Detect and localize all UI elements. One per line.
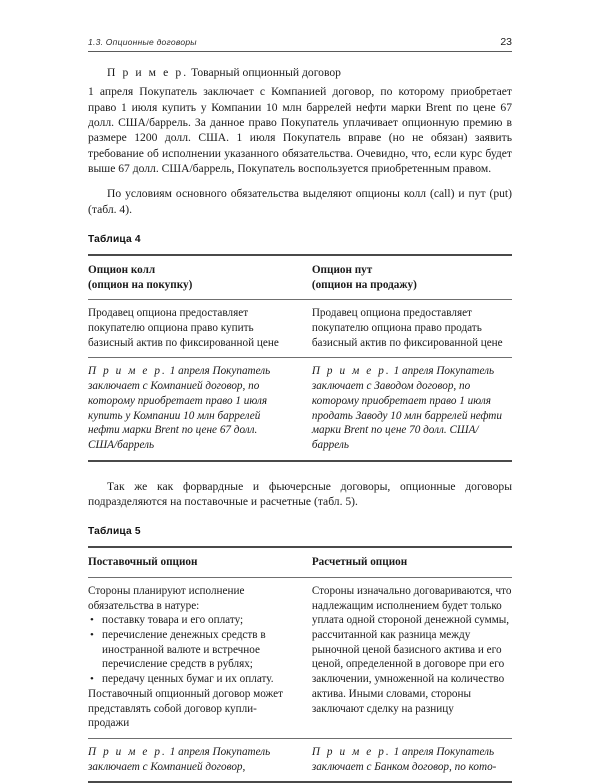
table-5-caption: Таблица 5 [88, 526, 141, 538]
table-5 [88, 546, 512, 783]
table-4-example-right-label: П р и м е р. [311, 365, 391, 378]
table-5-header-gap [302, 547, 310, 577]
table-5-example-right-body: 1 апреля Покупатель заключает с Банком договор, по кото- [311, 745, 497, 773]
spacer [88, 245, 512, 254]
table-4-example-gap [302, 358, 310, 461]
table-4-header-left [88, 255, 302, 300]
table-5-header-left [88, 547, 302, 577]
table-5-definition-right [310, 577, 512, 738]
table-5-header-row [88, 547, 512, 577]
table-4-header-right-line1: Опцион пут [311, 264, 373, 277]
table-5-example-gap [302, 738, 310, 782]
table-4-row-example [88, 358, 512, 461]
body-content [88, 65, 512, 783]
list-item: • передачу ценных бумаг и их оплату. [88, 672, 288, 687]
table-5-example-left-text [88, 745, 288, 774]
table-5-row-example [88, 738, 512, 782]
table-4-definition-gap [302, 300, 310, 358]
table-4-header-right-line2: (опцион на продажу) [311, 278, 417, 291]
page-number: 23 [500, 36, 512, 48]
table-4-example-right-text [312, 364, 512, 452]
table-4-header-gap [302, 255, 310, 300]
table-4-example-left-body: 1 апреля Покупатель заключает с Компанией договор, по которому приобретает право 1 июля купить у Компании 10 млн баррелей нефти марки Brent по цене 67 долл. США/баррель [88, 365, 271, 451]
paragraph-three: Так же как форвардные и фьючерсные договоры, опционные договоры подразделяются на поставочные и расчетные (табл. 5). [88, 479, 512, 508]
table-5-example-right [310, 738, 512, 782]
table-5-right-text: Стороны изначально договариваются, что надлежащим исполнением будет только уплата одной стороной денежной суммы, рассчитанной как разница между рыночной ценой базисного актива и его ценой, определенной в договоре при его заключении, умноженной на количество актива. Иными словами, стороны заключают сделку на разницу [311, 584, 512, 715]
list-item: • поставку товара и его оплату; [88, 613, 288, 628]
table-5-header-right [310, 547, 512, 577]
table-4-definition-left [88, 300, 302, 358]
running-head [88, 0, 512, 52]
table-4-example-left-text [88, 364, 288, 452]
table-5-example-left-label: П р и м е р. [88, 745, 167, 758]
list-item: • перечисление денежных средств в иностранной валюте и встречное перечисление средств в рублях; [88, 628, 288, 672]
table-4-example-left-label: П р и м е р. [88, 365, 167, 378]
table-4-definition-left-text: Продавец опциона предоставляет покупателю опциона право купить базисный актив по фиксированной цене [88, 307, 279, 349]
table-5-example-left [88, 738, 302, 782]
table-4-row-definition [88, 300, 512, 358]
table-4-example-left [88, 358, 302, 461]
table-4 [88, 254, 512, 462]
table-5-example-right-label: П р и м е р. [311, 745, 391, 758]
table-5-left-intro: Стороны планируют исполнение обязательства в натуре: [88, 584, 245, 612]
table-5-header-right-text: Расчетный опцион [311, 556, 408, 569]
running-head-title: 1.3. Опционные договоры [88, 37, 197, 47]
table-5-example-right-text [312, 745, 512, 774]
example-heading-rest: Товарный опционный договор [188, 66, 341, 79]
table-4-caption: Таблица 4 [88, 234, 141, 246]
example-heading-label: П р и м е р. [107, 66, 189, 79]
example-heading [88, 65, 512, 80]
table-5-header-left-text: Поставочный опцион [88, 556, 198, 569]
spacer [88, 462, 512, 479]
table-5-example-left-body: 1 апреля Покупатель заключает с Компанией договор, [88, 745, 271, 773]
table-4-example-right [310, 358, 512, 461]
paragraph-two: По условиям основного обязательства выделяют опционы колл (call) и пут (put) (табл. 4). [88, 187, 512, 216]
table-5-left-outro: Поставочный опционный договор может представлять собой договор купли-продажи [88, 687, 283, 730]
table-5-definition-left [88, 577, 302, 738]
table-4-example-right-body: 1 апреля Покупатель заключает с Заводом договор, по которому приобретает право 1 июля продать Заводу 10 млн баррелей нефти марки Brent по цене 70 долл. США/баррель [311, 365, 502, 451]
spacer [88, 537, 512, 546]
table-4-definition-right [310, 300, 512, 358]
table-4-header-left-line2: (опцион на покупку) [88, 278, 193, 291]
table-5-row-definition [88, 577, 512, 738]
spacer [88, 217, 512, 234]
table-4-header-right [310, 255, 512, 300]
table-4-definition-right-text: Продавец опциона предоставляет покупателю опциона право продать базисный актив по фиксированной цене [311, 307, 503, 349]
table-5-left-bullet-list [88, 613, 288, 687]
paragraph-one: 1 апреля Покупатель заключает с Компанией договор, по которому приобретает право 1 июля купить у Компании 10 млн баррелей нефти марки Brent по цене 67 долл. США/баррель. За данное право Покупатель уплачивает опционную премию в размере 1200 долл. США. 1 июля Покупатель вправе (но не обязан) заявить требование об исполнении указанного обязательства. Очевидно, что, если курс будет выше 67 долл. США/баррель, Покупатель воспользуется приобретенным правом. [88, 85, 512, 176]
table-4-header-left-line1: Опцион колл [88, 264, 156, 277]
table-4-header-row [88, 255, 512, 300]
spacer [88, 509, 512, 526]
table-5-definition-gap [302, 577, 310, 738]
